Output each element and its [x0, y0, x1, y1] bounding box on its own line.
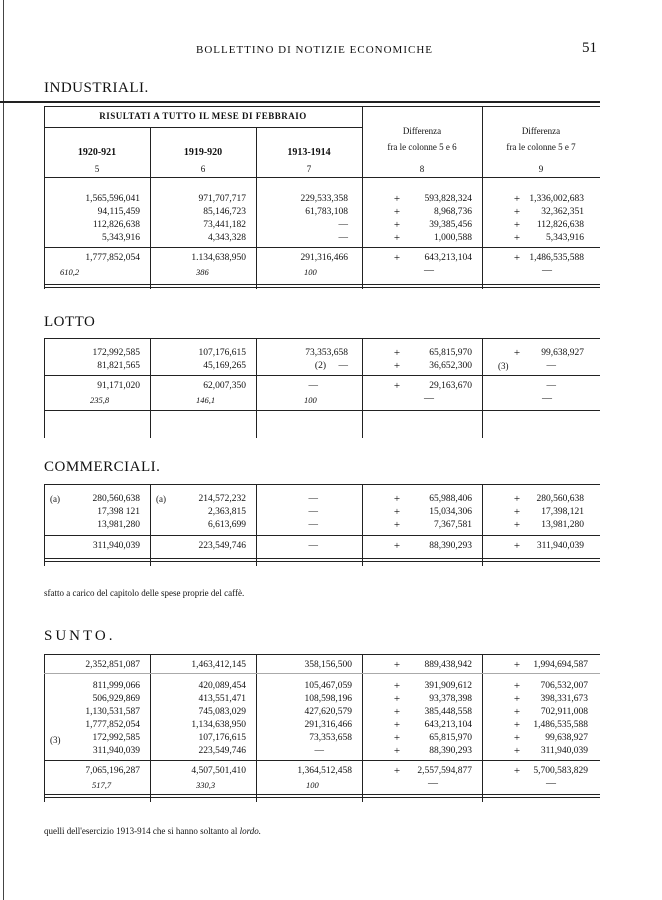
index-1920: 235,8	[90, 395, 110, 405]
cell-1913: 229,533,358	[300, 194, 348, 204]
cell-1913: 291,316,466	[304, 720, 352, 730]
section-title-industriali: INDUSTRIALI.	[44, 80, 149, 96]
cell-1919: 45,169,265	[203, 361, 246, 371]
cell-1920: 811,999,066	[92, 681, 140, 691]
cell-diff8: 1,000,588	[434, 233, 472, 243]
cell-diff9: 112,826,638	[536, 220, 584, 230]
cell-1920: 172,992,585	[92, 348, 140, 358]
index-1920: 610,2	[60, 267, 80, 277]
total-1913: 291,316,466	[300, 253, 348, 263]
col-divider	[256, 338, 257, 438]
sign: +	[393, 693, 401, 705]
sign: +	[393, 360, 401, 372]
cell-1919: 420,089,454	[198, 681, 246, 691]
cell-1920: 81,821,565	[97, 361, 140, 371]
cell-1913: —	[308, 494, 318, 504]
total-1919: 62,007,350	[203, 381, 246, 391]
total-diff9: —	[546, 381, 556, 391]
sign: +	[393, 765, 401, 777]
cell-1919: 1,463,412,145	[191, 660, 246, 670]
col-divider	[482, 654, 483, 802]
cell-1913: 105,467,059	[304, 681, 352, 691]
sign: +	[393, 219, 401, 231]
sign: +	[393, 232, 401, 244]
total-diff9: 1,486,535,588	[529, 253, 584, 263]
note-marker: (3)	[498, 361, 509, 371]
sign: +	[393, 193, 401, 205]
section-title-commerciali: COMMERCIALI.	[44, 459, 161, 475]
col7-year: 1913-1914	[287, 147, 331, 158]
col6-year: 1919-920	[183, 147, 223, 158]
cell-diff9: 1,994,694,587	[533, 660, 588, 670]
col-divider	[150, 127, 151, 289]
index-diff9: —	[542, 265, 552, 276]
rule	[44, 484, 600, 485]
cell-diff9: 1,486,535,588	[533, 720, 588, 730]
cell-diff8: 391,909,612	[424, 681, 472, 691]
total-1920: 7,065,196,287	[85, 766, 140, 776]
page-number: 51	[582, 40, 597, 56]
total-1913: —	[308, 541, 318, 551]
total-diff8: 29,163,670	[429, 381, 472, 391]
cell-1919: 4,343,328	[208, 233, 246, 243]
rule	[0, 101, 600, 103]
note-marker: (3)	[50, 735, 61, 745]
cell-1919: 1,134,638,950	[191, 720, 246, 730]
col-divider	[256, 127, 257, 289]
cell-1920: 13,981,280	[97, 520, 140, 530]
sign: +	[393, 506, 401, 518]
cell-1919: 73,441,182	[203, 220, 246, 230]
sign: +	[513, 252, 521, 264]
col-divider	[482, 484, 483, 566]
cell-1920: 5,343,916	[102, 233, 140, 243]
col-divider	[362, 484, 363, 566]
cell-1919: 745,083,029	[198, 707, 246, 717]
sign: +	[513, 680, 521, 692]
sign: +	[513, 506, 521, 518]
footer-note-text: quelli dell'esercizio 1913-914 che si hanno soltanto al	[44, 826, 240, 836]
total-diff9: 311,940,039	[536, 541, 584, 551]
footer-note	[44, 826, 261, 836]
sign: +	[393, 347, 401, 359]
col9-header-a: Differenza	[521, 126, 561, 136]
cell-diff8: 7,367,581	[434, 520, 472, 530]
col-divider	[256, 654, 257, 802]
sign: +	[393, 540, 401, 552]
index-1920: 517,7	[92, 780, 112, 790]
total-1919: 223,549,746	[198, 541, 246, 551]
note-caffe: sfatto a carico del capitolo delle spese proprie del caffè.	[44, 588, 245, 598]
sign: +	[393, 493, 401, 505]
cell-1920: 1,130,531,587	[85, 707, 140, 717]
page-margin-line	[3, 0, 4, 900]
col-number: 8	[419, 164, 425, 174]
rule	[44, 535, 600, 536]
cell-1913: 73,353,658	[305, 348, 348, 358]
rule	[44, 287, 600, 288]
index-diff8: —	[424, 393, 434, 404]
index-diff9: —	[542, 393, 552, 404]
rule	[44, 375, 600, 376]
note-marker-a: (a)	[156, 494, 166, 504]
cell-1913: 73,353,658	[309, 733, 352, 743]
rule	[44, 410, 600, 411]
cell-1913: —	[338, 233, 348, 243]
index-diff8: —	[424, 265, 434, 276]
rule	[44, 797, 600, 798]
cell-diff9: 99,638,927	[541, 348, 584, 358]
total-1913: 1,364,512,458	[297, 766, 352, 776]
cell-1920: 311,940,039	[92, 746, 140, 756]
cell-1919: 85,146,723	[203, 207, 246, 217]
cell-1913: 427,620,579	[304, 707, 352, 717]
cell-diff9: 706,532,007	[540, 681, 588, 691]
rule	[44, 106, 600, 107]
rule	[44, 654, 600, 655]
cell-diff8: 8,968,736	[434, 207, 472, 217]
cell-1920: 506,929,869	[92, 694, 140, 704]
cell-1920: 172,992,585	[92, 733, 140, 743]
cell-diff8: 643,213,104	[424, 720, 472, 730]
sign: +	[513, 706, 521, 718]
col-number: 6	[200, 164, 206, 174]
cell-1919: 107,176,615	[198, 733, 246, 743]
total-1919: 1.134,638,950	[191, 253, 246, 263]
col-divider	[150, 484, 151, 566]
cell-diff8: 15,034,306	[429, 507, 472, 517]
index-1919: 330,3	[196, 780, 216, 790]
rule	[44, 558, 600, 559]
col8-header-a: Differenza	[402, 126, 442, 136]
sign: +	[393, 680, 401, 692]
cell-1919: 413,551,471	[198, 694, 246, 704]
rule	[44, 177, 600, 178]
cell-diff9: 311,940,039	[540, 746, 588, 756]
rule	[44, 247, 600, 248]
col-divider	[150, 338, 151, 438]
cell-1919: 214,572,232	[198, 494, 246, 504]
cell-diff8: 93,378,398	[429, 694, 472, 704]
cell-diff9: 280,560,638	[536, 494, 584, 504]
cell-diff8: 65,988,406	[429, 494, 472, 504]
cell-1920: 1,565,596,041	[85, 194, 140, 204]
sign: +	[513, 765, 521, 777]
cell-1920: 112,826,638	[92, 220, 140, 230]
sign: +	[393, 252, 401, 264]
sign: +	[513, 540, 521, 552]
sign: +	[513, 232, 521, 244]
sign: +	[393, 745, 401, 757]
cell-diff8: 65,815,970	[429, 348, 472, 358]
sign: +	[513, 347, 521, 359]
note-marker-2: (2)	[314, 361, 326, 371]
col-divider	[256, 484, 257, 566]
sign: +	[393, 719, 401, 731]
cell-1919: 971,707,717	[198, 194, 246, 204]
cell-1920: 17,398 121	[97, 507, 140, 517]
cell-diff8: 88,390,293	[429, 746, 472, 756]
index-1913: 100	[306, 780, 319, 790]
col-divider	[44, 338, 45, 438]
sign: +	[393, 732, 401, 744]
cell-1913: —	[308, 507, 318, 517]
col-divider	[362, 106, 363, 289]
sign: +	[513, 193, 521, 205]
cell-1913: 358,156,500	[304, 660, 352, 670]
col-divider	[44, 484, 45, 566]
cell-1920: 1,777,852,054	[85, 720, 140, 730]
cell-diff9: 32,362,351	[541, 207, 584, 217]
col-divider	[362, 338, 363, 438]
cell-1913: —	[338, 220, 348, 230]
sign: +	[513, 732, 521, 744]
cell-1920: 2,352,851,087	[85, 660, 140, 670]
cell-diff9: —	[546, 361, 556, 371]
sign: +	[513, 206, 521, 218]
cell-1913: 61,783,108	[305, 207, 348, 217]
total-1920: 311,940,039	[92, 541, 140, 551]
sign: +	[513, 519, 521, 531]
total-diff9: 5,700,583,829	[533, 766, 588, 776]
col5-year: 1920-921	[77, 147, 117, 158]
cell-diff8: 889,438,942	[424, 660, 472, 670]
col-divider	[482, 106, 483, 289]
cell-1920: 280,560,638	[92, 494, 140, 504]
sign: +	[393, 706, 401, 718]
cell-diff9: 17,398,121	[541, 507, 584, 517]
total-diff8: 88,390,293	[429, 541, 472, 551]
cell-1920: 94,115,459	[97, 207, 140, 217]
cell-1919: 223,549,746	[198, 746, 246, 756]
index-diff8: —	[428, 778, 438, 789]
sign: +	[513, 719, 521, 731]
cell-1919: 2,363,815	[208, 507, 246, 517]
rule	[44, 673, 600, 674]
total-1913: —	[308, 381, 318, 391]
total-diff8: 643,213,104	[424, 253, 472, 263]
sign: +	[513, 219, 521, 231]
col-number: 7	[306, 164, 312, 174]
index-1919: 146,1	[196, 395, 216, 405]
cell-diff8: 65,815,970	[429, 733, 472, 743]
sign: +	[513, 693, 521, 705]
cell-diff8: 385,448,558	[424, 707, 472, 717]
rule	[44, 561, 600, 562]
total-1920: 91,171,020	[97, 381, 140, 391]
sign: +	[393, 519, 401, 531]
cell-diff8: 593,828,324	[424, 194, 472, 204]
col-divider	[44, 654, 45, 802]
total-diff8: 2,557,594,877	[417, 766, 472, 776]
section-title-lotto: LOTTO	[44, 314, 96, 330]
rule	[44, 794, 600, 795]
col9-header-b: fra le colonne 5 e 7	[506, 142, 576, 152]
rule	[44, 127, 362, 128]
section-title-sunto: SUNTO.	[44, 628, 116, 644]
col-divider	[482, 338, 483, 438]
sign: +	[513, 745, 521, 757]
footer-note-italic: lordo.	[239, 826, 261, 836]
cell-diff8: 39,385,456	[429, 220, 472, 230]
col-divider	[150, 654, 151, 802]
cell-diff8: 36,652,300	[429, 361, 472, 371]
cell-1913: 108,598,196	[304, 694, 352, 704]
cell-diff9: 1,336,002,683	[529, 194, 584, 204]
col-number: 9	[538, 164, 544, 174]
rule	[44, 284, 600, 285]
cell-1919: 107,176,615	[198, 348, 246, 358]
sign: +	[513, 493, 521, 505]
index-1913: 100	[304, 267, 317, 277]
note-marker-a: (a)	[50, 494, 60, 504]
cell-diff9: 702,911,008	[540, 707, 588, 717]
index-diff9: —	[546, 778, 556, 789]
cell-1913: —	[314, 746, 324, 756]
col-number: 5	[94, 164, 100, 174]
cell-diff9: 99,638,927	[545, 733, 588, 743]
sign: +	[393, 659, 401, 671]
sign: +	[513, 659, 521, 671]
col-divider	[44, 106, 45, 289]
cell-diff9: 398,331,673	[540, 694, 588, 704]
running-title: BOLLETTINO DI NOTIZIE ECONOMICHE	[196, 44, 433, 56]
index-1919: 386	[196, 267, 209, 277]
sign: +	[393, 380, 401, 392]
index-1913: 100	[304, 395, 317, 405]
total-1920: 1,777,852,054	[85, 253, 140, 263]
cell-diff9: 13,981,280	[541, 520, 584, 530]
rule	[44, 338, 600, 339]
group-header: RISULTATI A TUTTO IL MESE DI FEBBRAIO	[99, 111, 307, 121]
rule	[44, 760, 600, 761]
cell-1913: —	[338, 361, 348, 371]
col8-header-b: fra le colonne 5 e 6	[387, 142, 457, 152]
sign: +	[393, 206, 401, 218]
cell-1919: 6,613,699	[208, 520, 246, 530]
cell-diff9: 5,343,916	[546, 233, 584, 243]
total-1919: 4,507,501,410	[191, 766, 246, 776]
cell-1913: —	[308, 520, 318, 530]
col-divider	[362, 654, 363, 802]
